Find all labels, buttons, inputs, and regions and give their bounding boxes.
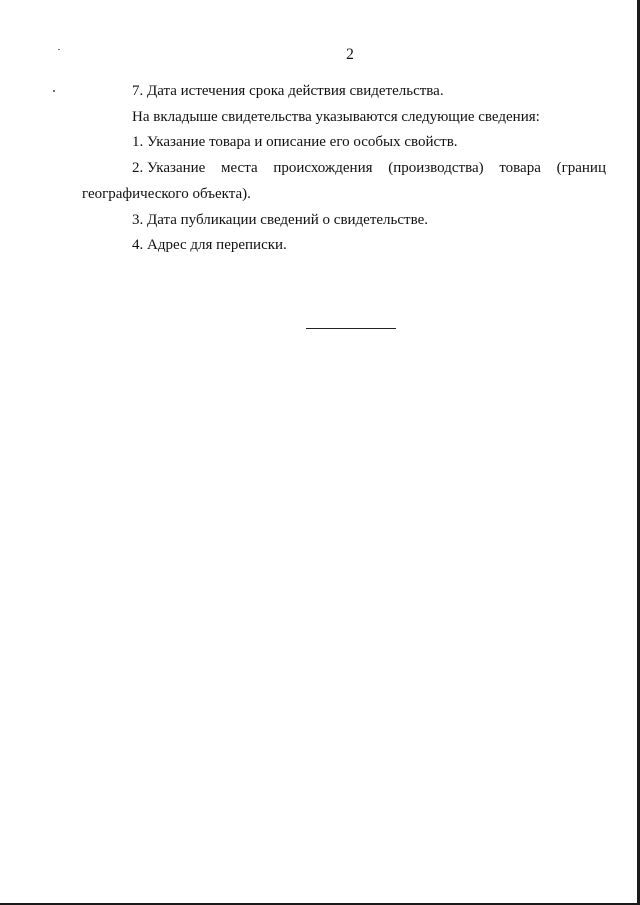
paragraph-item-2-continuation: географического объекта). [82, 186, 251, 202]
item2-word: места [221, 160, 258, 176]
item2-word: 2. Указание [132, 160, 206, 176]
item2-word: происхождения [273, 160, 373, 176]
item2-word: (границ [556, 160, 606, 176]
paragraph-item-3: 3. Дата публикации сведений о свидетельстве. [132, 212, 428, 228]
paragraph-item-7: 7. Дата истечения срока действия свидетельства. [132, 83, 444, 99]
paragraph-item-1: 1. Указание товара и описание его особых свойств. [132, 134, 458, 150]
page-number: 2 [346, 46, 354, 63]
end-separator-line [306, 328, 396, 329]
paragraph-insert-intro: На вкладыше свидетельства указываются следующие сведения: [132, 109, 540, 125]
scan-speck [53, 90, 55, 92]
item2-word: товара [499, 160, 541, 176]
item2-word: (производства) [388, 160, 484, 176]
paragraph-item-4: 4. Адрес для переписки. [132, 237, 287, 253]
paragraph-item-2 [132, 159, 606, 177]
